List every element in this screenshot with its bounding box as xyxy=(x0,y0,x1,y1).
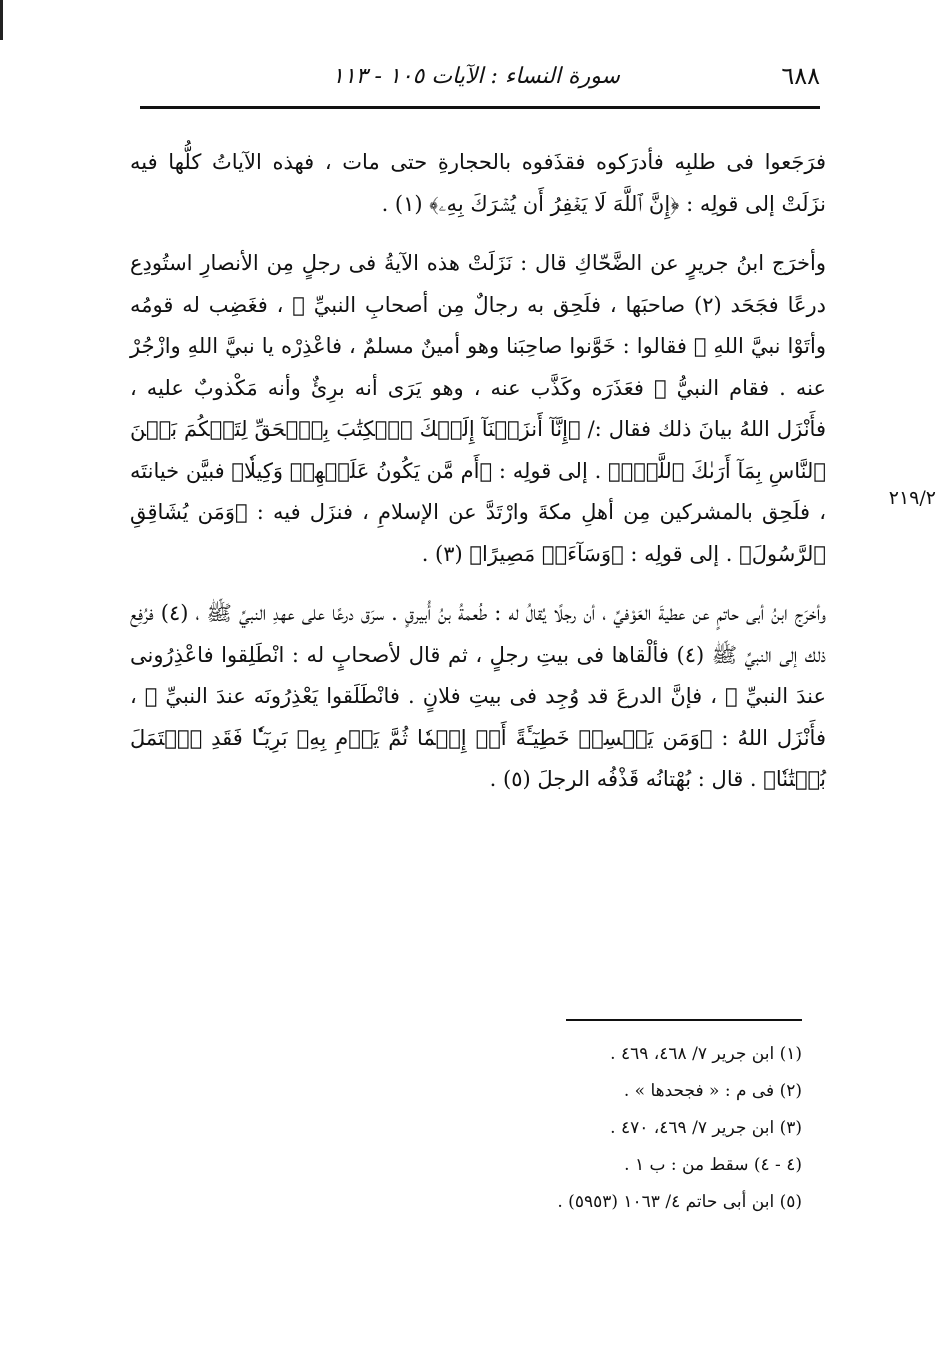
paragraph-2: وأخرَج ابنُ جريرٍ عن الضَّحّاكِ قال : نَزَلَتْ هذه الآيةُ فى رجلٍ مِن الأنصارِ استُودِع درعًا فجَحَد (٢) صاحبَها ، فلَحِق به رجالٌ مِن أصحابِ النبيِّ ﷺ ، فغَضِب له قومُه وأتَوْا نبيَّ اللهِ ﷺ فقالوا : خَوَّنوا صاحِبَنا وهو أمينٌ مسلمٌ ، فاعْذِرْه يا نبيَّ اللهِ وازْجُرْ عنه . فقام النبيُّ ﷺ فعَذَرَه وكَذَّب عنه ، وهو يَرَى أنه برِئٌ وأنه مَكْذوبٌ عليه ، فأَنْزَل اللهُ بيانَ ذلك فقال :/ ﴿إِنَّآ أَنزَلۡنَآ إِلَيۡكَ ٱلۡكِتَٰبَ بِٱلۡحَقِّ لِتَحۡكُمَ بَيۡنَ ٱلنَّاسِ بِمَآ أَرَىٰكَ ٱللَّهُۚ﴾ . إلى قولِه : ﴿أَم مَّن يَكُونُ عَلَيۡهِمۡ وَكِيلٗا﴾ فبيَّن خيانتَه ، فلَحِق بالمشركين مِن أهلِ مكةَ وارْتَدَّ عن الإسلامِ ، فنزَل فيه : ﴿وَمَن يُشَاقِقِ ٱلرَّسُولَ﴾ . إلى قولِه : ﴿وَسَآءَتۡ مَصِيرًا﴾ (٣) . xyxy=(130,251,826,566)
scan-edge-mark xyxy=(0,0,3,40)
paragraph-3: وأخرَج ابنُ أبى حاتمٍ عن عطيةَ العَوْفيِّ ، أن رجلًا يُقالُ له : طُعمةُ بنُ أُبيرقٍ . سرَق درعًا على عهدِ النبيِّ ﷺ ، (٤) فرُفِع ذلك إلى النبيِّ ﷺ (٤) فألْقاها فى بيتِ رجلٍ ، ثم قال لأصحابٍ له : انْطَلِقوا فاعْذِرُونى عندَ النبيِّ ﷺ ، فإنَّ الدرعَ قد وُجِد فى بيتِ فلانٍ . فانْطَلَقوا يَعْذِرُونَه عندَ النبيِّ ﷺ ، فأَنْزَل اللهُ : ﴿وَمَن يَكۡسِبۡ خَطِيٓـَٔةً أَوۡ إِثۡمٗا ثُمَّ يَرۡمِ بِهِۦ بَرِيٓـٔٗا فَقَدِ ٱحۡتَمَلَ بُهۡتَٰنٗا﴾ . قال : بُهْتانُه قَذْفُه الرجلَ (٥) . xyxy=(130,601,826,791)
footnote-2: (٢) فى م : « فجحدها » . xyxy=(623,1081,802,1101)
footnote-1: (١) ابن جرير ٧/ ٤٦٨، ٤٦٩ . xyxy=(610,1044,802,1064)
footnote-3: (٣) ابن جرير ٧/ ٤٦٩، ٤٧٠ . xyxy=(610,1118,802,1138)
paragraph-1: فرَجَعوا فى طلبِه فأدرَكوه فقذَفوه بالحجارةِ حتى مات ، فهذه الآياتُ كلُّها فيه نزَلَتْ إلى قولِه : ﴿إِنَّ ٱللَّهَ لَا يَغۡفِرُ أَن يُشۡرَكَ بِهِۦ﴾ (١) . xyxy=(130,150,826,216)
margin-reference: ٢١٩/٢ xyxy=(888,487,936,509)
footnotes xyxy=(400,1036,802,1221)
page-header xyxy=(140,58,820,98)
main-text xyxy=(130,142,826,801)
footnote-4: (٤ - ٤) سقط من : ب ١ . xyxy=(624,1155,802,1175)
page-number: ٦٨٨ xyxy=(781,62,820,90)
footnote-rule xyxy=(566,1019,802,1021)
header-rule xyxy=(140,106,820,109)
running-title: سورة النساء : الآيات ١٠٥ - ١١٣ xyxy=(332,64,620,89)
footnote-5: (٥) ابن أبى حاتم ٤/ ١٠٦٣ (٥٩٥٣) . xyxy=(557,1192,802,1212)
